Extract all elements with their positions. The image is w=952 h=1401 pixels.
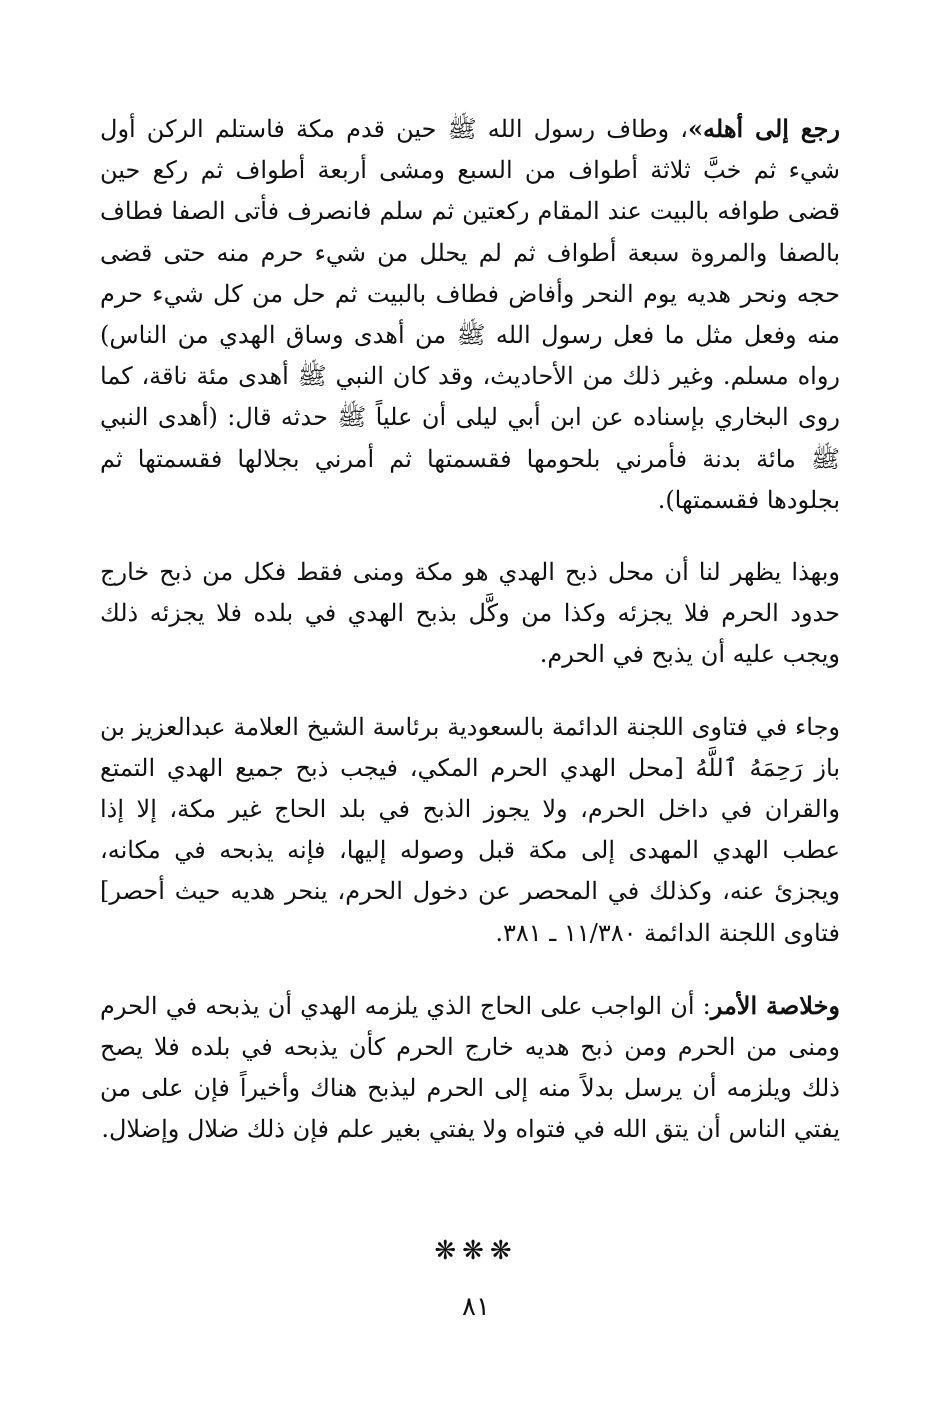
paragraph-2-text: وبهذا يظهر لنا أن محل ذبح الهدي هو مكة ومنى فقط فكل من ذبح خارج حدود الحرم فلا يجزئه وكذا من وكَّل بذبح الهدي في بلده فلا يجزئه ذلك ويجب عليه أن يذبح في الحرم. [100,558,840,669]
paragraph-1-lead: رجع إلى أهله» [688,114,840,143]
section-divider-ornament: ❋❋❋ [434,1236,518,1266]
paragraph-1-text: ، وطاف رسول الله ﷺ حين قدم مكة فاستلم الركن أول شيء ثم خبَّ ثلاثة أطواف من السبع ومشى أربعة أطواف ثم ركع حين قضى طوافه بالبيت عند المقام ركعتين ثم سلم فانصرف فأتى الصفا فطاف بالصفا والمروة سبعة أطواف ثم لم يحلل من شيء حرم منه حتى قضى حجه ونحر هديه يوم النحر وأفاض فطاف بالبيت ثم حل من كل شيء حرم منه وفعل مثل ما فعل رسول الله ﷺ من أهدى وساق الهدي من الناس) رواه مسلم. وغير ذلك من الأحاديث، وقد كان النبي ﷺ أهدى مئة ناقة، كما روى البخاري بإسناده عن ابن أبي ليلى أن علياً ﷺ حدثه قال: (أهدى النبي ﷺ مائة بدنة فأمرني بلحومها فقسمتها ثم أمرني بجلالها فقسمتها ثم بجلودها فقسمتها). [100,115,840,514]
paragraph-3-text: وجاء في فتاوى اللجنة الدائمة بالسعودية برئاسة الشيخ العلامة عبدالعزيز بن باز رَحِمَهُ ٱللَّهُ [محل الهدي الحرم المكي، فيجب ذبح جميع الهدي التمتع والقران في داخل الحرم، ولا يجوز الذبح في بلد الحاج غير مكة، إلا إذا عطب الهدي المهدى إلى مكة قبل وصوله إليها، فإنه يذبحه في مكانه، ويجزئ عنه، وكذلك في المحصر عن دخول الحرم، ينحر هديه حيث أحصر] فتاوى اللجنة الدائمة ١١/٣٨٠ ـ ٣٨١. [100,712,840,947]
paragraph-2 [100,552,840,676]
page-body [100,108,840,1151]
paragraph-4 [100,985,840,1151]
paragraph-3 [100,707,840,954]
paragraph-1 [100,108,840,521]
paragraph-4-lead: وخلاصة الأمر [710,990,840,1020]
paragraph-4-text: : أن الواجب على الحاج الذي يلزمه الهدي أن يذبحه في الحرم ومنى من الحرم ومن ذبح هديه خارج الحرم كأن يذبحه في بلده فلا يصح ذلك ويلزمه أن يرسل بدلاً منه إلى الحرم ليذبح هناك وأخيراً فإن على من يفتي الناس أن يتق الله في فتواه ولا يفتي بغير علم فإن ذلك ضلال وإضلال. [100,991,840,1144]
page-number: ٨١ [462,1292,490,1322]
